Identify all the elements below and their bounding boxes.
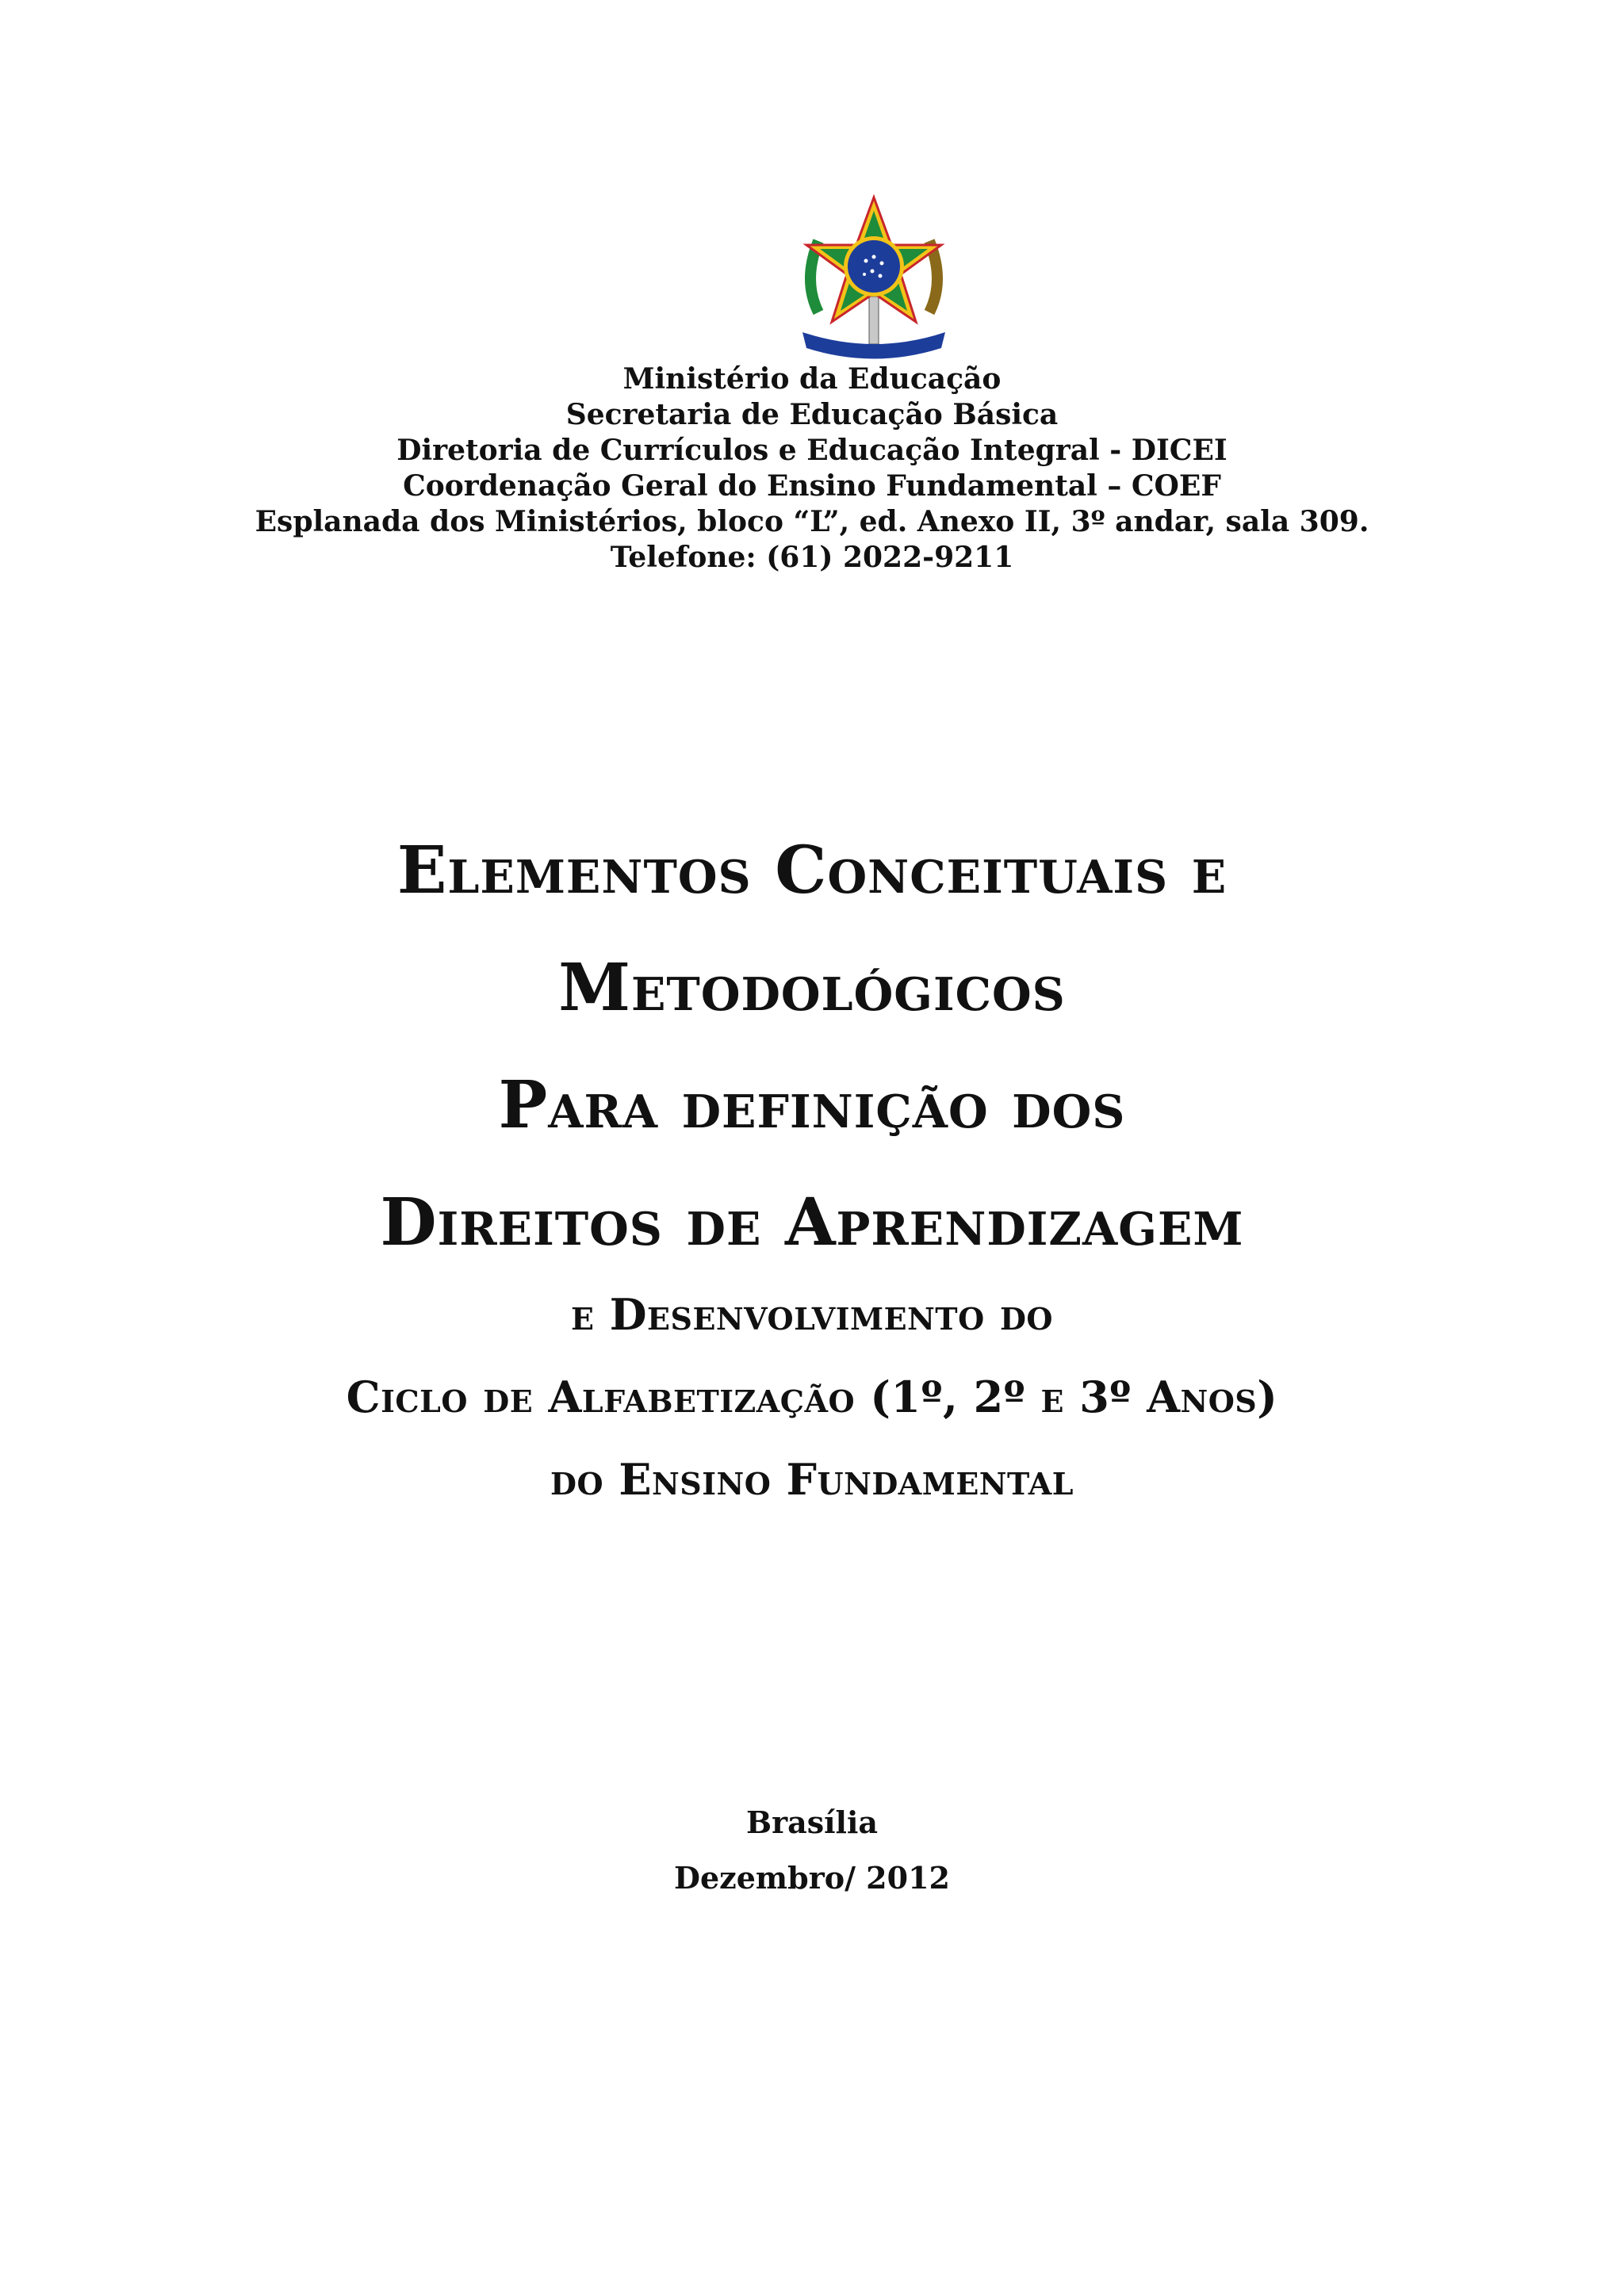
brazil-coat-of-arms-icon	[795, 193, 953, 360]
coordination-name: Coordenação Geral do Ensino Fundamental – COEF	[403, 469, 1221, 503]
ministry-name: Ministério da Educação	[622, 362, 1002, 396]
subtitle-line-3: do Ensino Fundamental	[550, 1454, 1074, 1505]
secretariat-name: Secretaria de Educação Básica	[565, 398, 1059, 431]
header-block	[0, 362, 1624, 576]
title-line-3: Para definição dos	[498, 1067, 1126, 1143]
date: Dezembro/ 2012	[674, 1860, 950, 1896]
subtitle-line-2: Ciclo de Alfabetização (1º, 2º e 3º Anos)	[346, 1372, 1278, 1422]
title-line-1: Elementos Conceituais e	[396, 832, 1228, 909]
subtitle-line-1: e Desenvolvimento do	[570, 1289, 1054, 1340]
title-line-4: Direitos de Aprendizagem	[380, 1184, 1244, 1261]
address-line: Esplanada dos Ministérios, bloco “L”, ed. Anexo II, 3º andar, sala 309.	[255, 505, 1369, 538]
directorate-name: Diretoria de Currículos e Educação Integral - DICEI	[396, 434, 1228, 467]
city: Brasília	[745, 1804, 879, 1840]
title-line-2: Metodológicos	[558, 950, 1066, 1026]
phone-line: Telefone: (61) 2022-9211	[610, 541, 1014, 574]
